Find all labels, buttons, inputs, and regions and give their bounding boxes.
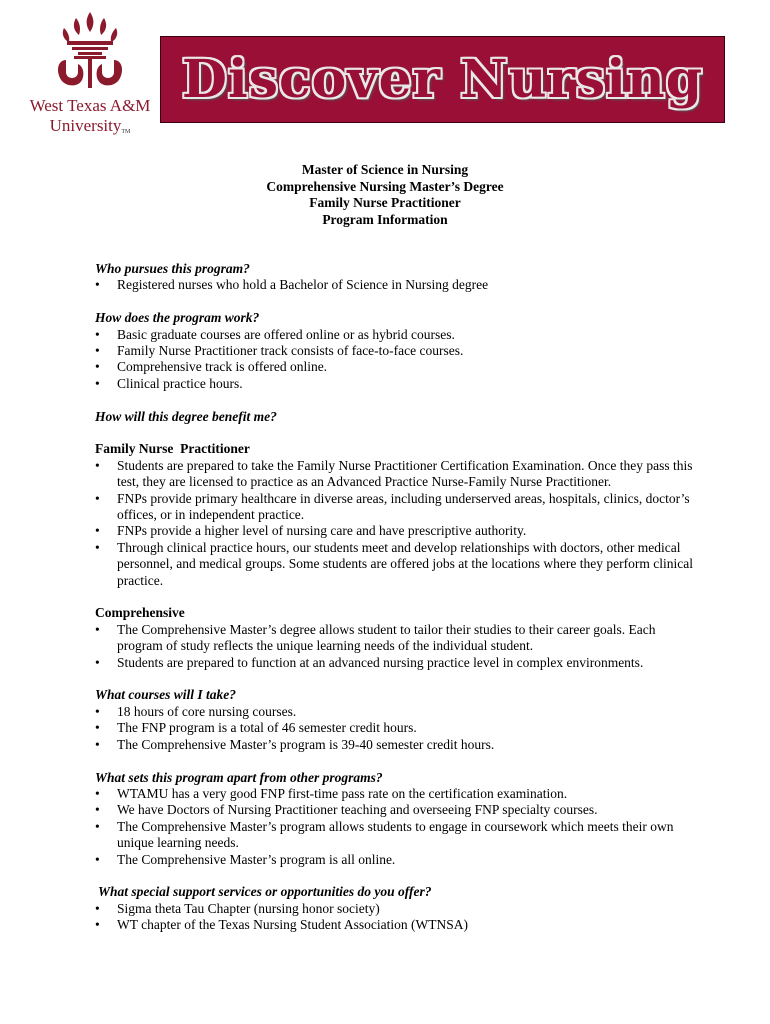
list-item: • WT chapter of the Texas Nursing Student Association (WTNSA) (95, 917, 695, 933)
question-courses: What courses will I take? (95, 687, 237, 703)
university-logo (20, 10, 160, 135)
list-apart (95, 786, 695, 868)
flame-emblem-icon (52, 10, 128, 92)
banner-title: Discover Nursing (181, 49, 704, 110)
banner (160, 36, 725, 123)
list-courses (95, 704, 695, 753)
heading-line-3: Family Nurse Practitioner (309, 195, 461, 210)
list-comprehensive (95, 622, 695, 671)
list-item: • Students are prepared to take the Family Nurse Practitioner Certification Examination. Once they pass this test, they are licensed to practice as an Advanced Practice Nurse-Family Nurse Practitioner. (95, 458, 695, 491)
list-item: • We have Doctors of Nursing Practitioner teaching and overseeing FNP specialty courses. (95, 802, 695, 818)
list-item: • WTAMU has a very good FNP first-time pass rate on the certification examination. (95, 786, 695, 802)
question-support: What special support services or opportunities do you offer? (98, 884, 432, 900)
question-benefit: How will this degree benefit me? (95, 408, 277, 424)
list-item: • Sigma theta Tau Chapter (nursing honor society) (95, 901, 695, 917)
question-how: How does the program work? (95, 310, 260, 326)
list-item: • The Comprehensive Master’s program allows students to engage in coursework which meets their own unique learning needs. (95, 819, 695, 852)
list-item: • Clinical practice hours. (95, 376, 695, 392)
list-item: • The Comprehensive Master’s degree allows student to tailor their studies to their career goals. Each program of study reflects the unique learning needs of the individual student. (95, 622, 695, 655)
list-item: • Basic graduate courses are offered online or as hybrid courses. (95, 327, 695, 343)
list-item: • The Comprehensive Master’s program is all online. (95, 852, 695, 868)
list-item: • Comprehensive track is offered online. (95, 359, 695, 375)
logo-text-line1: West Texas A&M (29, 96, 151, 115)
list-item: • Students are prepared to function at an advanced nursing practice level in complex environments. (95, 655, 695, 671)
logo-university-text: University (49, 116, 122, 135)
list-item: • The Comprehensive Master’s program is 39-40 semester credit hours. (95, 737, 695, 753)
list-item: • 18 hours of core nursing courses. (95, 704, 695, 720)
list-item: • Family Nurse Practitioner track consists of face-to-face courses. (95, 343, 695, 359)
trademark-symbol: TM (121, 129, 131, 135)
question-who: Who pursues this program? (95, 261, 250, 276)
subheading-comprehensive: Comprehensive (95, 605, 185, 621)
heading-line-1: Master of Science in Nursing (301, 162, 469, 177)
document-body (95, 261, 695, 934)
heading-line-4: Program Information (322, 211, 448, 227)
list-item: • Registered nurses who hold a Bachelor of Science in Nursing degree (95, 277, 695, 293)
subheading-fnp: Family Nurse Practitioner (95, 441, 250, 457)
list-support (95, 901, 695, 934)
list-item: • The FNP program is a total of 46 semester credit hours. (95, 720, 695, 736)
list-how (95, 327, 695, 393)
heading-line-2: Comprehensive Nursing Master’s Degree (266, 178, 504, 194)
list-item: • FNPs provide a higher level of nursing care and have prescriptive authority. (95, 523, 695, 539)
logo-text-line2 (20, 116, 160, 136)
list-item: • Through clinical practice hours, our students meet and develop relationships with doctors, other medical personnel, and medical groups. Some students are offered jobs at the locations where they perform clinical practice. (95, 540, 695, 589)
document-heading (0, 162, 770, 228)
list-item: • FNPs provide primary healthcare in diverse areas, including underserved areas, hospitals, clinics, doctor’s offices, or in independent practice. (95, 491, 695, 524)
list-who (95, 277, 695, 293)
list-fnp (95, 458, 695, 589)
question-apart: What sets this program apart from other programs? (95, 769, 383, 785)
